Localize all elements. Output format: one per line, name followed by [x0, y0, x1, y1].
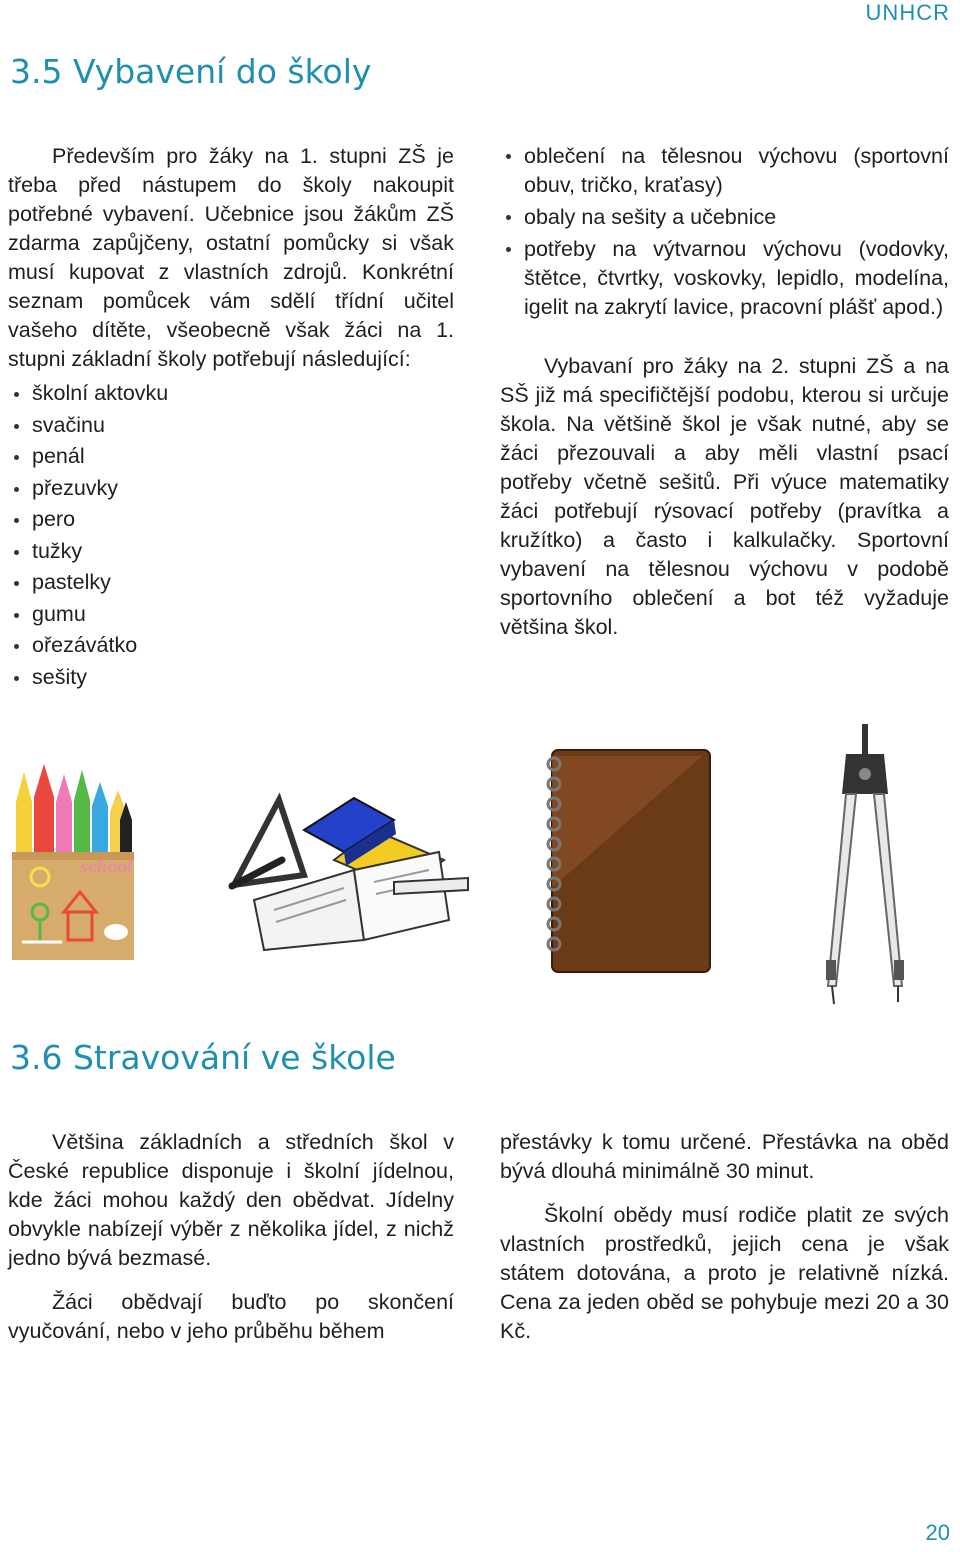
meals-paragraph-price: Školní obědy musí rodiče platit ze svých vlastních prostředků, jejich cena je však státem dotována, a proto je relativně nízká. Cena za jeden oběd se pohybuje mezi 20 a 30 Kč. [500, 1203, 949, 1343]
meals-left-column [8, 1128, 454, 1346]
list-item: přezuvky [0, 473, 454, 505]
equipment-secondary-paragraph: Vybavaní pro žáky na 2. stupni ZŠ a na SŠ již má specifičtější podobu, kterou si určuje škola. Na většině škol je však nutné, aby se žáci přezouvali a aby měli vlastní psací potřeby včetně sešitů. Při výuce matematiky žáci potřebují rýsovací potřeby (pravítka a kružítko) a často i kalkulačky. Sportovní vybavení na tělesnou výchovu v podobě sportovního oblečení a bot též vyžaduje většina škol. [500, 354, 949, 639]
page-number: 20 [925, 1520, 950, 1545]
list-item: pero [0, 504, 454, 536]
list-item: oblečení na tělesnou výchovu (sportovní obuv, tričko, kraťasy) [474, 142, 949, 200]
meals-paragraph-lunch-time: Žáci obědvají buďto po skončení vyučování, nebo v jeho průběhu během [8, 1290, 454, 1343]
equipment-list-extra [474, 142, 949, 322]
equipment-right-column [500, 142, 949, 642]
list-item: pastelky [0, 567, 454, 599]
list-item: ořezávátko [0, 630, 454, 662]
list-item: tužky [0, 536, 454, 568]
meals-paragraph-continued: přestávky k tomu určené. Přestávka na oběd bývá dlouhá minimálně 30 minut. [500, 1130, 949, 1183]
list-item: obaly na sešity a učebnice [474, 203, 949, 232]
list-item: svačinu [0, 410, 454, 442]
organization-label: UNHCR [865, 0, 950, 25]
drawing-compass-illustration [822, 724, 908, 1006]
list-item: potřeby na výtvarnou výchovu (vodovky, štětce, čtvrtky, voskovky, lepidlo, modelína, igelit na zakrytí lavice, pracovní plášť apod.) [474, 235, 949, 322]
spiral-notebook-illustration [542, 748, 712, 974]
list-item: sešity [0, 662, 454, 694]
list-item: školní aktovku [0, 378, 454, 410]
pencils-box-label: school [80, 857, 132, 876]
equipment-list-primary [0, 378, 454, 693]
list-item: gumu [0, 599, 454, 631]
colored-pencils-box-illustration [12, 762, 136, 962]
list-item: penál [0, 441, 454, 473]
meals-paragraph-canteen: Většina základních a středních škol v České republice disponuje i školní jídelnou, kde žáci mohou každý den obědvat. Jídelny obvykle nabízejí výběr z několika jídel, z nichž jedno bývá bezmasé. [8, 1130, 454, 1270]
books-and-geometry-tools-illustration [224, 790, 470, 954]
section-title-equipment: 3.5 Vybavení do školy [10, 52, 372, 91]
equipment-left-column [8, 142, 454, 693]
section-title-meals: 3.6 Stravování ve škole [10, 1038, 396, 1077]
meals-right-column [500, 1128, 949, 1346]
equipment-intro-paragraph: Především pro žáky na 1. stupni ZŠ je třeba před nástupem do školy nakoupit potřebné vybavení. Učebnice jsou žákům ZŠ zdarma zapůjčeny, ostatní pomůcky si však musí kupovat z vlastních zdrojů. Konkrétní seznam pomůcek vám sdělí třídní učitel vašeho dítěte, všeobecně však žáci na 1. stupni základní školy potřebují následující: [8, 144, 454, 371]
